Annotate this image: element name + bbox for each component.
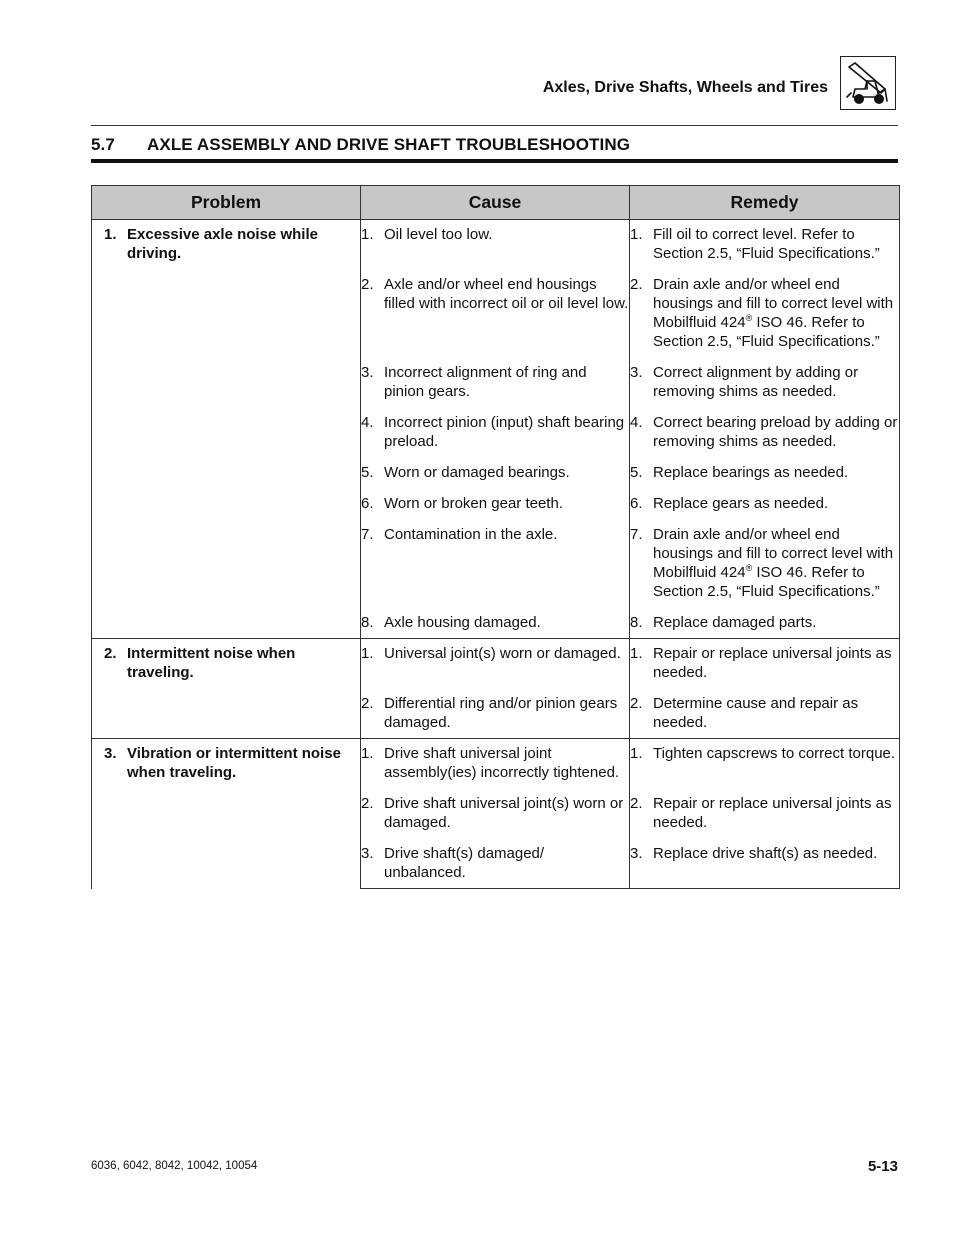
cause-text: Drive shaft(s) damaged/ unbalanced.: [384, 845, 545, 881]
remedy-cell: [630, 513, 900, 601]
remedy-text: [653, 844, 899, 863]
remedy-item: [630, 225, 899, 263]
cause-text: Worn or broken gear teeth.: [384, 495, 563, 512]
remedy-cell: [630, 220, 900, 264]
registered-mark: ®: [745, 563, 753, 573]
remedy-cell: [630, 782, 900, 832]
remedy-number: 2.: [630, 276, 643, 293]
remedy-cell: [630, 351, 900, 401]
remedy-number: 4.: [630, 414, 643, 431]
cause-number: 3.: [361, 364, 374, 381]
table-row: [92, 739, 900, 783]
cause-item: [361, 525, 629, 544]
remedy-cell: [630, 832, 900, 889]
remedy-text-main: Correct alignment by adding or removing shims as needed.: [653, 364, 859, 400]
problem-cell: [92, 739, 361, 889]
remedy-number: 7.: [630, 526, 643, 543]
cause-text: Drive shaft universal joint assembly(ies) incorrectly tightened.: [384, 745, 620, 781]
remedy-number: 8.: [630, 614, 643, 631]
section-title: AXLE ASSEMBLY AND DRIVE SHAFT TROUBLESHOOTING: [147, 135, 631, 154]
remedy-cell: [630, 601, 900, 639]
cause-text: Incorrect pinion (input) shaft bearing preload.: [384, 414, 625, 450]
cause-text: Universal joint(s) worn or damaged.: [384, 645, 621, 662]
cause-item: [361, 644, 629, 663]
remedy-text: [653, 413, 899, 451]
remedy-text-main: Replace damaged parts.: [653, 614, 817, 631]
remedy-text-cont: ISO 46. Refer to Section 2.5, “Fluid Specifications.”: [653, 314, 880, 350]
remedy-text-main: Tighten capscrews to correct torque.: [653, 745, 896, 762]
remedy-text: [653, 275, 899, 351]
section-rule: [91, 159, 898, 163]
remedy-number: 1.: [630, 645, 643, 662]
cause-item: [361, 363, 629, 401]
cause-item: [361, 844, 629, 882]
cause-number: 6.: [361, 495, 374, 512]
table-row: [92, 220, 900, 264]
cause-text: Drive shaft universal joint(s) worn or damaged.: [384, 795, 624, 831]
remedy-text: [653, 494, 899, 513]
remedy-number: 6.: [630, 495, 643, 512]
troubleshooting-table: [91, 185, 900, 889]
problem-cell: [92, 220, 361, 639]
problem-label: Excessive axle noise while driving.: [127, 226, 318, 262]
remedy-cell: [630, 401, 900, 451]
problem-label: Vibration or intermittent noise when traveling.: [127, 745, 341, 781]
cause-text: Axle and/or wheel end housings filled with incorrect oil or oil level low.: [384, 276, 629, 312]
remedy-text-main: Replace bearings as needed.: [653, 464, 849, 481]
cause-text: Axle housing damaged.: [384, 614, 541, 631]
header-remedy: Remedy: [630, 186, 900, 220]
cause-cell: [361, 601, 630, 639]
header-rule: [91, 125, 898, 126]
remedy-text: [653, 525, 899, 601]
chapter-title: Axles, Drive Shafts, Wheels and Tires: [542, 79, 828, 96]
cause-number: 3.: [361, 845, 374, 862]
cause-item: [361, 694, 629, 732]
table-row: [92, 639, 900, 683]
cause-cell: [361, 351, 630, 401]
remedy-text: [653, 644, 899, 682]
remedy-item: [630, 494, 899, 513]
problem-number: 1.: [104, 226, 117, 243]
remedy-text-cont: ISO 46. Refer to Section 2.5, “Fluid Specifications.”: [653, 564, 880, 600]
cause-text: Differential ring and/or pinion gears damaged.: [384, 695, 618, 731]
cause-cell: [361, 739, 630, 783]
cause-text: Worn or damaged bearings.: [384, 464, 570, 481]
cause-cell: [361, 513, 630, 601]
remedy-text: [653, 694, 899, 732]
cause-cell: [361, 482, 630, 513]
problem-cell: [92, 639, 361, 739]
cause-item: [361, 494, 629, 513]
cause-text: Oil level too low.: [384, 226, 493, 243]
remedy-text-main: Replace gears as needed.: [653, 495, 829, 512]
remedy-number: 1.: [630, 745, 643, 762]
cause-cell: [361, 682, 630, 739]
problem-text: [104, 644, 350, 682]
cause-number: 7.: [361, 526, 374, 543]
remedy-text-main: Determine cause and repair as needed.: [653, 695, 859, 731]
section-heading: [91, 135, 630, 155]
cause-number: 1.: [361, 645, 374, 662]
cause-number: 1.: [361, 226, 374, 243]
remedy-text: [653, 744, 899, 763]
remedy-cell: [630, 739, 900, 783]
cause-item: [361, 613, 629, 632]
cause-cell: [361, 451, 630, 482]
problem-text: [104, 744, 350, 782]
remedy-item: [630, 794, 899, 832]
remedy-text: [653, 463, 899, 482]
remedy-cell: [630, 482, 900, 513]
remedy-item: [630, 463, 899, 482]
remedy-text-main: Drain axle and/or wheel end housings and fill to correct level with Mobilfluid 424: [653, 526, 894, 581]
remedy-item: [630, 525, 899, 601]
remedy-text: [653, 613, 899, 632]
remedy-number: 1.: [630, 226, 643, 243]
remedy-text-main: Repair or replace universal joints as needed.: [653, 645, 892, 681]
problem-number: 3.: [104, 745, 117, 762]
remedy-item: [630, 363, 899, 401]
remedy-text-main: Drain axle and/or wheel end housings and fill to correct level with Mobilfluid 424: [653, 276, 894, 331]
remedy-item: [630, 744, 899, 763]
cause-cell: [361, 263, 630, 351]
remedy-item: [630, 644, 899, 682]
problem-text: [104, 225, 350, 263]
page-number: 5-13: [867, 1158, 898, 1175]
remedy-item: [630, 275, 899, 351]
section-number: 5.7: [91, 135, 115, 154]
cause-item: [361, 744, 629, 782]
remedy-number: 2.: [630, 695, 643, 712]
remedy-number: 3.: [630, 364, 643, 381]
remedy-cell: [630, 451, 900, 482]
remedy-number: 2.: [630, 795, 643, 812]
remedy-text-main: Correct bearing preload by adding or removing shims as needed.: [653, 414, 898, 450]
remedy-text-main: Fill oil to correct level. Refer to Section 2.5, “Fluid Specifications.”: [653, 226, 880, 262]
remedy-cell: [630, 263, 900, 351]
cause-cell: [361, 639, 630, 683]
telehandler-icon: [840, 56, 896, 110]
cause-number: 2.: [361, 695, 374, 712]
remedy-item: [630, 413, 899, 451]
cause-item: [361, 413, 629, 451]
remedy-text: [653, 363, 899, 401]
header-problem: Problem: [92, 186, 361, 220]
problem-number: 2.: [104, 645, 117, 662]
registered-mark: ®: [745, 313, 753, 323]
cause-number: 2.: [361, 795, 374, 812]
remedy-number: 5.: [630, 464, 643, 481]
remedy-text-main: Replace drive shaft(s) as needed.: [653, 845, 878, 862]
table-header-row: [92, 186, 900, 220]
header-cause: Cause: [361, 186, 630, 220]
cause-number: 1.: [361, 745, 374, 762]
remedy-text: [653, 225, 899, 263]
cause-cell: [361, 782, 630, 832]
remedy-cell: [630, 639, 900, 683]
remedy-text: [653, 794, 899, 832]
cause-cell: [361, 401, 630, 451]
remedy-item: [630, 613, 899, 632]
cause-item: [361, 275, 629, 313]
cause-text: Incorrect alignment of ring and pinion gears.: [384, 364, 587, 400]
cause-number: 8.: [361, 614, 374, 631]
cause-number: 5.: [361, 464, 374, 481]
remedy-item: [630, 844, 899, 863]
cause-item: [361, 225, 629, 244]
cause-number: 4.: [361, 414, 374, 431]
problem-label: Intermittent noise when traveling.: [127, 645, 296, 681]
remedy-text-main: Repair or replace universal joints as needed.: [653, 795, 892, 831]
remedy-cell: [630, 682, 900, 739]
cause-item: [361, 463, 629, 482]
remedy-item: [630, 694, 899, 732]
cause-item: [361, 794, 629, 832]
footer-models: 6036, 6042, 8042, 10042, 10054: [91, 1160, 258, 1172]
cause-number: 2.: [361, 276, 374, 293]
cause-cell: [361, 832, 630, 889]
remedy-number: 3.: [630, 845, 643, 862]
cause-cell: [361, 220, 630, 264]
cause-text: Contamination in the axle.: [384, 526, 558, 543]
